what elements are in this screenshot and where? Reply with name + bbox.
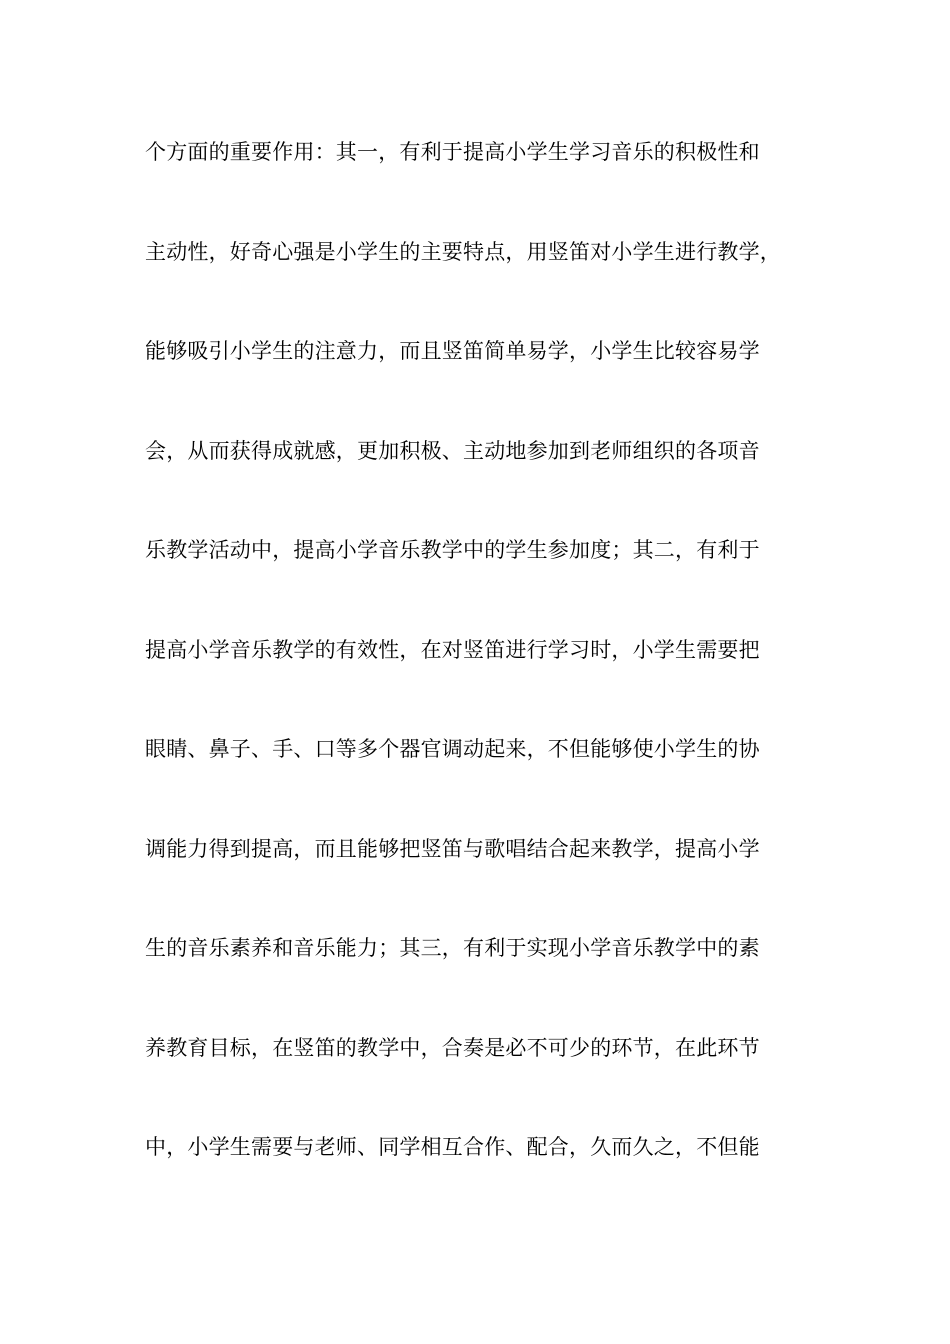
text-line: 个方面的重要作用：其一，有利于提高小学生学习音乐的积极性和 (145, 140, 760, 164)
text-line: 主动性，好奇心强是小学生的主要特点，用竖笛对小学生进行教学， (145, 239, 781, 264)
text-line: 养教育目标，在竖笛的教学中，合奏是必不可少的环节，在此环节 (145, 1035, 760, 1060)
body-text (145, 132, 825, 1227)
text-line: 生的音乐素养和音乐能力；其三，有利于实现小学音乐教学中的素 (145, 936, 760, 960)
text-line: 中，小学生需要与老师、同学相互合作、配合，久而久之，不但能 (145, 1135, 760, 1159)
text-line: 调能力得到提高，而且能够把竖笛与歌唱结合起来教学，提高小学 (145, 836, 760, 861)
text-line: 能够吸引小学生的注意力，而且竖笛简单易学，小学生比较容易学 (145, 339, 760, 363)
text-line: 眼睛、鼻子、手、口等多个器官调动起来，不但能够使小学生的协 (145, 737, 760, 761)
text-line: 会，从而获得成就感，更加积极、主动地参加到老师组织的各项音 (145, 438, 760, 463)
text-line: 提高小学音乐教学的有效性，在对竖笛进行学习时，小学生需要把 (145, 637, 760, 662)
text-line: 乐教学活动中，提高小学音乐教学中的学生参加度；其二，有利于 (145, 538, 760, 562)
